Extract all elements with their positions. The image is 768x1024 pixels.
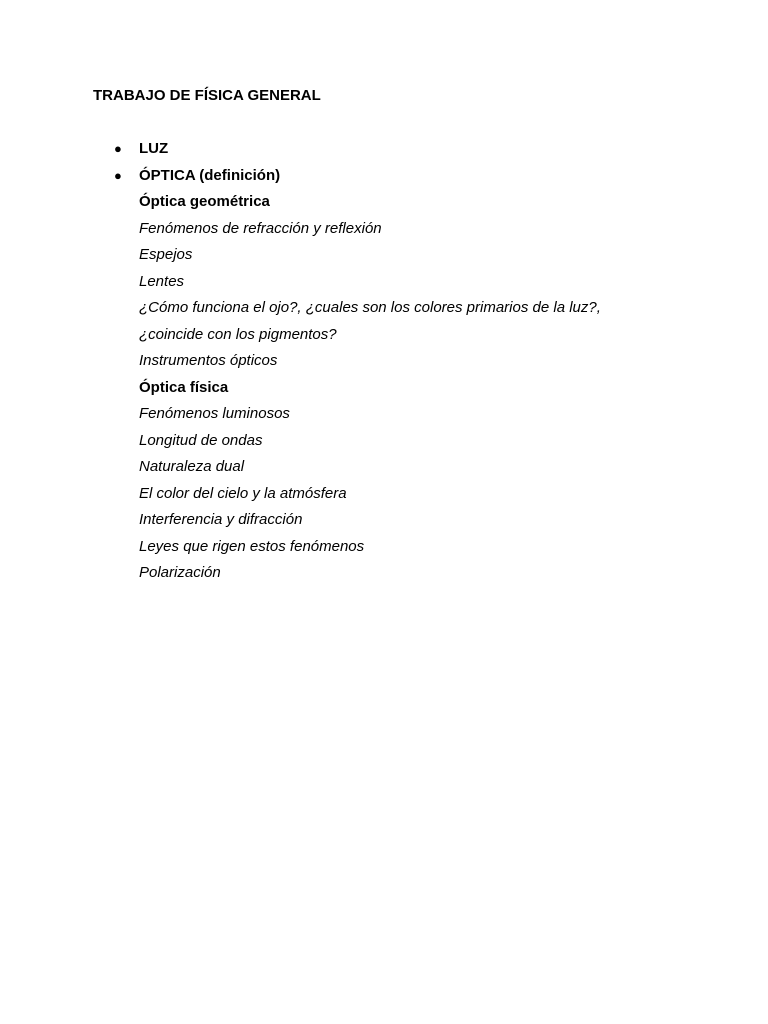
section-heading-physical-optics [0,378,768,405]
topic-text: Lentes [139,272,185,290]
topic-text: Longitud de ondas [139,431,263,449]
topic-text: Interferencia y difracción [139,511,303,528]
list-item [0,404,768,431]
list-item [0,457,768,484]
topic-text: El color del cielo y la atmósfera [139,484,347,502]
list-item [0,510,768,537]
document-title: TRABAJO DE FÍSICA GENERAL [93,87,321,104]
list-item [0,272,768,299]
section-heading: Óptica física [139,378,229,396]
list-item [0,245,768,272]
topic-text: Fenómenos luminosos [139,405,290,422]
section-heading-geometric-optics [0,192,768,219]
list-item [0,537,768,564]
bullet-item-optica [0,166,768,193]
list-item [0,351,768,378]
topic-text: Espejos [139,246,193,263]
list-item [0,563,768,590]
document-body [0,139,768,590]
bullet-icon: ● [114,167,122,183]
list-item [0,484,768,511]
bullet-item-luz [0,139,768,166]
bullet-label: ÓPTICA (definición) [139,166,281,184]
topic-text: Instrumentos ópticos [139,352,278,369]
topic-text: Fenómenos de refracción y reflexión [139,219,382,237]
topic-text: Naturaleza dual [139,458,245,475]
list-item [0,325,768,352]
section-heading: Óptica geométrica [139,193,270,210]
bullet-label: LUZ [139,140,169,157]
list-item [0,431,768,458]
list-item [0,298,768,325]
topic-text: ¿Cómo funciona el ojo?, ¿cuales son los colores primarios de la luz?, [139,299,601,316]
list-item [0,219,768,246]
topic-text: ¿coincide con los pigmentos? [139,325,337,343]
bullet-icon: ● [114,141,122,156]
topic-text: Polarización [139,564,221,581]
topic-text: Leyes que rigen estos fenómenos [139,537,365,555]
